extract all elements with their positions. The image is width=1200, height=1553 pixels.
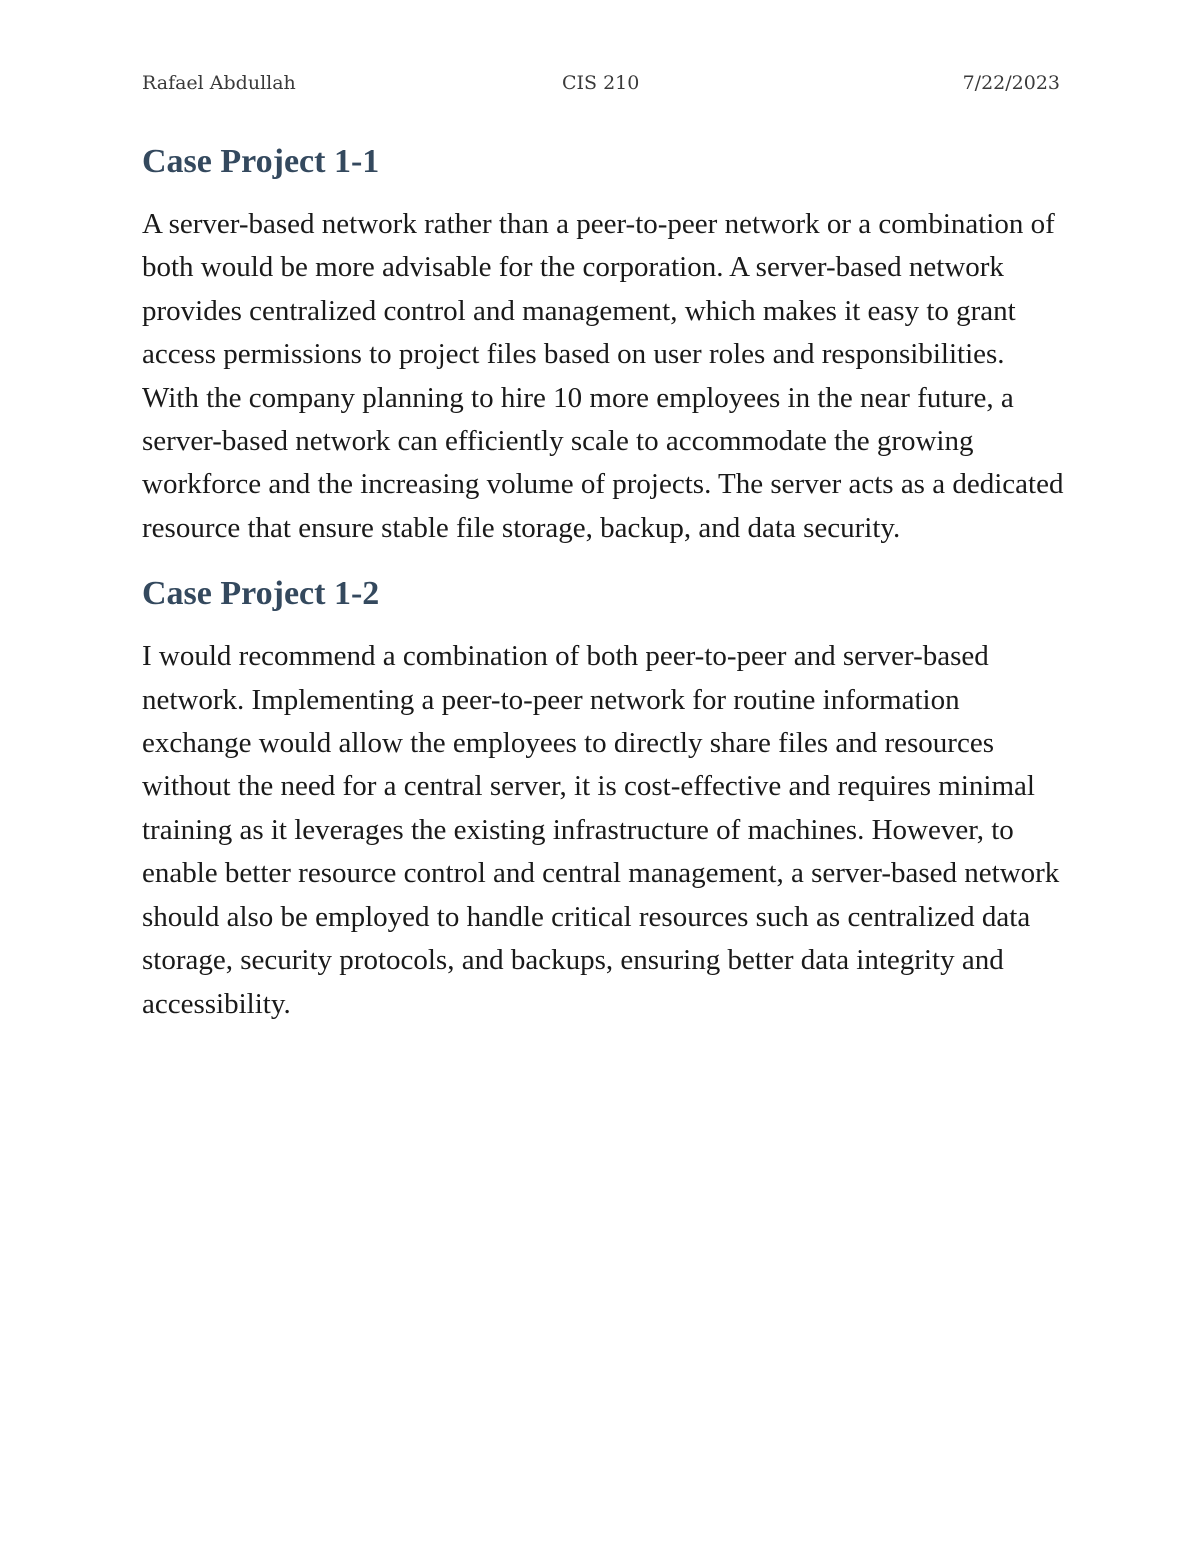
section-paragraph: A server-based network rather than a peer-to-peer network or a combination of both would be more advisable for the corporation. A server-based network provides centralized control and management, which makes it easy to grant access permissions to project files based on user roles and responsibilities. With the company planning to hire 10 more employees in the near future, a server-based network can efficiently scale to accommodate the growing workforce and the increasing volume of projects. The server acts as a dedicated resource that ensure stable file storage, backup, and data security. [142,208,1064,544]
header-date: 7/22/2023 [962,72,1060,94]
section-case-project-1-2 [142,572,1072,1026]
section-heading: Case Project 1-1 [142,143,380,180]
section-paragraph: I would recommend a combination of both peer-to-peer and server-based network. Implementing a peer-to-peer network for routine information exchange would allow the employees to directly share files and resources without the need for a central server, it is cost-effective and requires minimal training as it leverages the existing infrastructure of machines. However, to enable better resource control and central management, a server-based network should also be employed to handle critical resources such as centralized data storage, security protocols, and backups, ensuring better data integrity and accessibility. [142,640,1060,1020]
header-author: Rafael Abdullah [142,72,296,94]
header-course: CIS 210 [562,72,640,94]
section-heading: Case Project 1-2 [142,575,380,613]
section-case-project-1-1 [142,140,1072,550]
page-header [142,72,1060,100]
document-body [142,140,1072,1026]
